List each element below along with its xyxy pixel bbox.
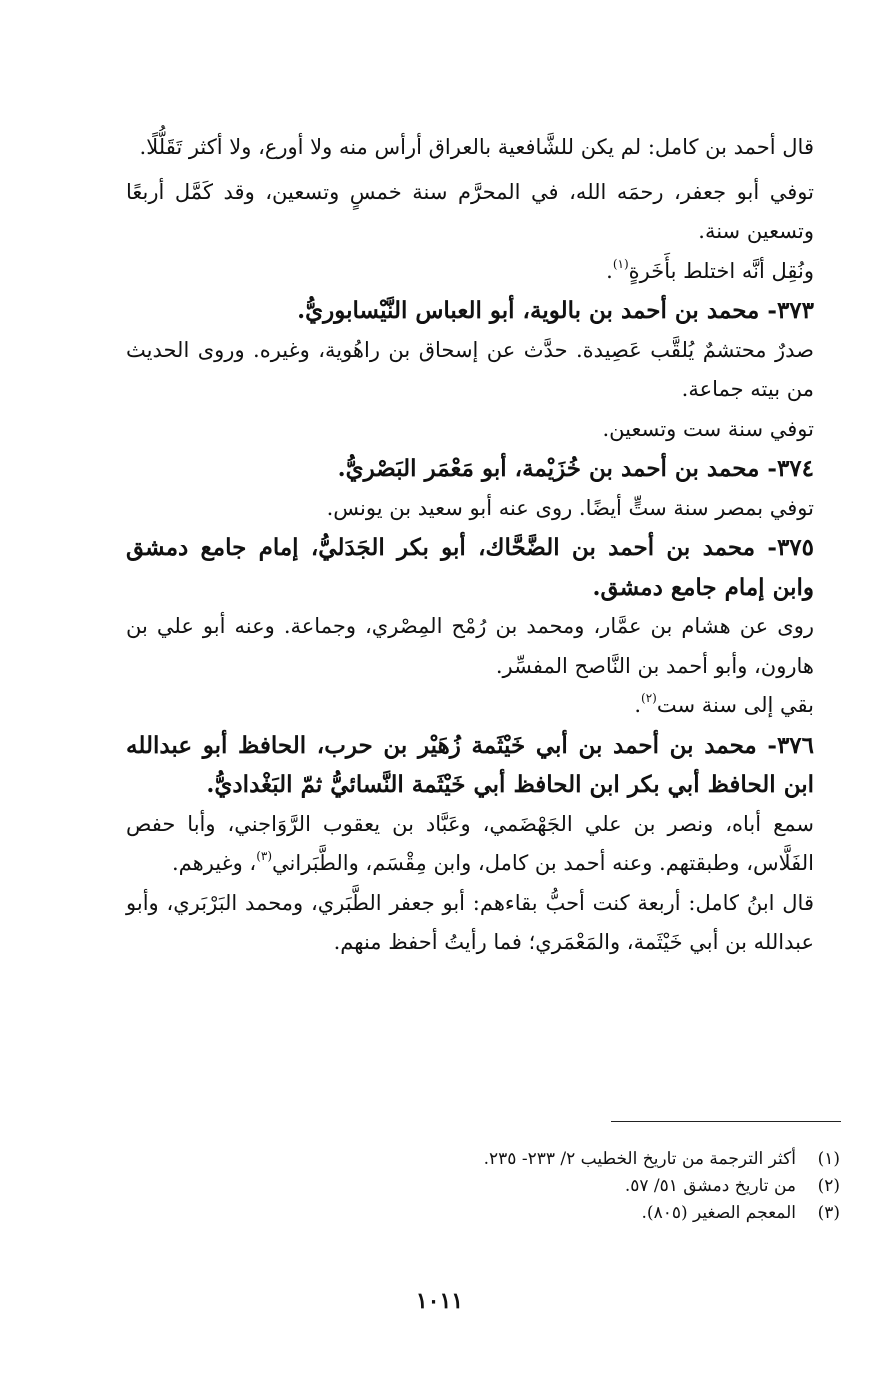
paragraph-text: بقي إلى سنة ست bbox=[656, 693, 814, 717]
paragraph bbox=[126, 686, 840, 726]
entry-heading-text: ٣٧٣- محمد بن أحمد بن بالوية، أبو العباس النَّيْسابوريُّ. bbox=[297, 297, 814, 324]
footnote-ref: (٢) bbox=[641, 691, 657, 705]
footnote-number: (٣) bbox=[817, 1203, 840, 1223]
paragraph bbox=[126, 173, 840, 252]
paragraph-text: قال ابنُ كامل: أربعة كنت أحبُّ بقاءهم: أبو جعفر الطَّبَري، ومحمد البَرْبَري، وأبو عبدالله بن أبي خَيْثَمة، والمَعْمَري؛ فما رأيتُ أحفظ منهم. bbox=[126, 890, 814, 954]
paragraph bbox=[126, 252, 840, 292]
paragraph bbox=[126, 128, 840, 168]
paragraph-text: توفي بمصر سنة ستٍّ أيضًا. روى عنه أبو سعيد بن يونس. bbox=[326, 495, 814, 520]
footnote-text: المعجم الصغير (٨٠٥). bbox=[641, 1203, 796, 1223]
page-number: ١٠١١ bbox=[415, 1288, 464, 1314]
footnote bbox=[126, 1173, 840, 1200]
paragraph bbox=[126, 607, 840, 686]
paragraph-text: توفي أبو جعفر، رحمَه الله، في المحرَّم سنة خمسٍ وتسعين، وقد كَمَّل أربعًا وتسعين سنة. bbox=[126, 179, 814, 243]
paragraph bbox=[126, 884, 840, 963]
entry-heading bbox=[126, 291, 840, 331]
paragraph bbox=[126, 489, 840, 529]
footnote bbox=[126, 1146, 840, 1173]
footnote-ref: (٣) bbox=[256, 849, 273, 863]
entry-heading-text: ٣٧٤- محمد بن أحمد بن خُزَيْمة، أبو مَعْمَر البَصْريُّ. bbox=[337, 455, 814, 482]
paragraph bbox=[126, 410, 840, 450]
footnote-divider bbox=[611, 1121, 841, 1122]
footnote-number: (١) bbox=[817, 1149, 840, 1169]
paragraph-text: . bbox=[606, 258, 613, 283]
paragraph bbox=[126, 805, 840, 884]
paragraph-text: ونُقِل أنَّه اختلط بأَخَرةٍ bbox=[628, 258, 814, 283]
paragraph-text: توفي سنة ست وتسعين. bbox=[602, 416, 814, 441]
paragraph-text: صدرٌ محتشمٌ يُلقَّب عَصِيدة. حدَّث عن إسحاق بن راهُوية، وغيره. وروى الحديث من بيته جماعة. bbox=[126, 337, 814, 401]
footnote-number: (٢) bbox=[817, 1176, 840, 1196]
footnote-ref: (١) bbox=[612, 256, 629, 271]
footnotes bbox=[126, 1146, 840, 1227]
paragraph-text: روى عن هشام بن عمَّار، ومحمد بن رُمْح المِصْري، وجماعة. وعنه أبو علي بن هارون، وأبو أحمد بن النَّاصح المفسِّر. bbox=[126, 614, 814, 678]
footnote-text: من تاريخ دمشق ٥١/ ٥٧. bbox=[624, 1176, 796, 1196]
paragraph-text: ، وغيرهم. bbox=[171, 851, 257, 875]
entry-heading bbox=[126, 726, 840, 805]
entry-heading-text: ٣٧٦- محمد بن أحمد بن أبي خَيْثَمة زُهَيْر بن حرب، الحافظ أبو عبدالله ابن الحافظ أبي بكر ابن الحافظ أبي خَيْثَمة النَّسائيُّ ثمّ البَغْداديُّ. bbox=[126, 731, 814, 798]
paragraph bbox=[126, 331, 840, 410]
entry-heading-text: ٣٧٥- محمد بن أحمد بن الضَّحَّاك، أبو بكر الجَدَليُّ، إمام جامع دمشق وابن إمام جامع دمشق. bbox=[126, 534, 814, 601]
entry-heading bbox=[126, 449, 840, 489]
entry-heading bbox=[126, 528, 840, 607]
paragraph-text: سمع أباه، ونصر بن علي الجَهْضَمي، وعَبَّاد بن يعقوب الرَّوَاجني، وأبا حفص الفَلَّاس، وطبقتهم. وعنه أحمد بن كامل، وابن مِقْسَم، والطَّبَراني bbox=[126, 811, 814, 875]
paragraph-text: . bbox=[634, 693, 642, 717]
footnote bbox=[126, 1200, 840, 1227]
main-text bbox=[126, 128, 840, 963]
paragraph-text: قال أحمد بن كامل: لم يكن للشَّافعية بالعراق أرأس منه ولا أورع، ولا أكثر تَقَلُّلًا. bbox=[139, 135, 814, 159]
footnote-text: أكثر الترجمة من تاريخ الخطيب ٢/ ٢٣٣- ٢٣٥. bbox=[483, 1149, 796, 1169]
